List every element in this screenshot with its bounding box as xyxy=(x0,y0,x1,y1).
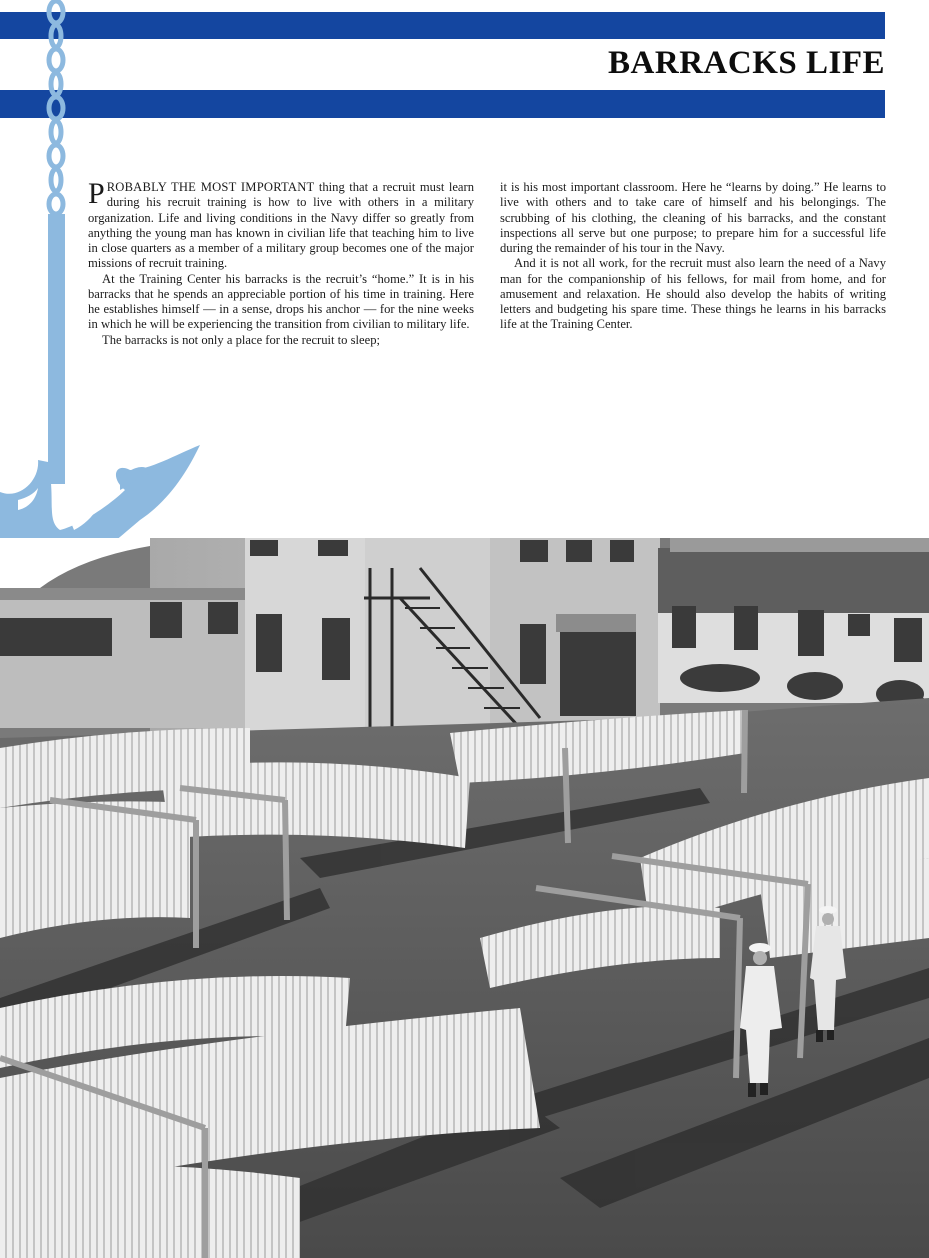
article-column-right xyxy=(500,180,886,333)
paragraph-3-continued: it is his most important classroom. Here he “learns by doing.” He learns to live with others and to take care of himself and his belongings. The scrubbing of his clothing, the cleaning of his barracks, and the constant inspections all serve but one purpose; to prepare him for a successful life during the remainder of his tour in the Navy. xyxy=(500,180,886,255)
drop-cap: P xyxy=(88,177,105,210)
paragraph-1 xyxy=(88,177,474,272)
paragraph-2: At the Training Center his barracks is the recruit’s “home.” It is in his barracks that he spends an appreciable portion of his time in training. Here he establishes himself — in a sense, drops his anchor — for the nine weeks in which he will be experiencing the transition from civilian to military life. xyxy=(88,271,474,332)
article-column-left xyxy=(88,177,474,348)
paragraph-3-start: The barracks is not only a place for the recruit to sleep; xyxy=(102,332,381,347)
paragraph-1-text: thing that a recruit must learn during his recruit training is how to live with others in a military organization. Life and living conditions in the Navy differ so greatly from anything the young man has known in civilian life that teaching him to live in close quarters as a member of a military group becomes one of the major missions of recruit training. xyxy=(88,180,474,271)
chain xyxy=(49,1,63,214)
page-title: BARRACKS LIFE xyxy=(608,45,885,81)
lead-in: ROBABLY THE MOST IMPORTANT xyxy=(106,180,315,194)
clothesline-yard-photo xyxy=(0,538,929,1258)
paragraph-4: And it is not all work, for the recruit must also learn the need of a Navy man for the companionship of his fellows, for mail from home, and for amusement and relaxation. He should also develop the habits of writing letters and budgeting his spare time. These things he learns in his barracks life at the Training Center. xyxy=(500,256,886,332)
